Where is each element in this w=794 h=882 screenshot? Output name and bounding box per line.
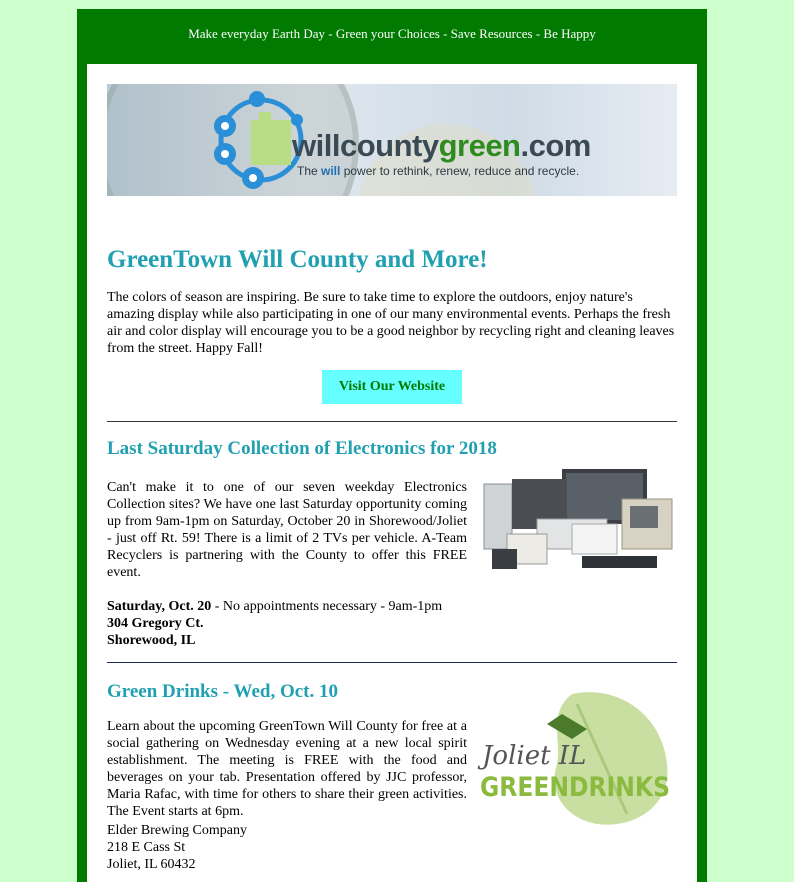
logo-county: county [339,128,439,163]
green-drinks-title: Green Drinks - Wed, Oct. 10 [107,681,338,702]
site-logo-text [292,128,591,164]
intro-body: The colors of season are inspiring. Be sure to take time to explore the outdoors, enjoy nature's amazing display while also participating in one of our many environmental events. Perhaps the fresh air and color display will encourage you to be a good neighbor by recycling right and cleaning leaves from the street. Happy Fall! [107,290,675,356]
electronics-body: Can't make it to one of our seven weekday Electronics Collection sites? We have one last Saturday opportunity coming up from 9am-1pm on Saturday, October 20 in Shorewood/Joliet - just off Rt. 59! There is a limit of 2 TVs per vehicle. A-Team Recyclers is partnering with the County to offer this FREE event. [107,480,467,580]
visit-website-button[interactable]: Visit Our Website [322,370,462,404]
banner-tagline-prefix: The [297,164,322,178]
logo-green: green [438,128,521,163]
banner-tagline-suffix: power to rethink, renew, reduce and recycle. [340,164,580,178]
green-drinks-venue: Elder Brewing Company [107,823,247,838]
willcountygreen-banner[interactable] [107,84,677,196]
logo-greendrinks-text: GREENDRINKS [480,772,670,803]
logo-joliet-text: Joliet IL [482,741,587,771]
green-drinks-city: Joliet, IL 60432 [107,857,196,872]
electronics-street: 304 Gregory Ct. [107,616,204,631]
divider [107,421,677,422]
email-frame [77,9,707,882]
green-drinks-body: Learn about the upcoming GreenTown Will County for free at a social gathering on Wednesday evening at a new local spirit establishment. The meeting is FREE with the food and beverages on your tab. Presentation offered by JJC professor, Maria Rafac, with time for others to share their green activities. The Event starts at 6pm. [107,719,467,819]
electronics-time: - No appointments necessary - 9am-1pm [211,599,443,614]
logo-will: will [292,128,340,163]
banner-tagline [297,164,579,178]
header-tagline: Make everyday Earth Day - Green your Choices - Save Resources - Be Happy [188,26,596,41]
electronics-photo [482,464,677,579]
electronics-date-line [107,598,442,615]
electronics-details [107,598,442,649]
intro-title: GreenTown Will County and More! [107,246,488,273]
divider [107,662,677,663]
content-card [87,64,697,882]
electronics-title: Last Saturday Collection of Electronics for 2018 [107,438,497,459]
electronics-city: Shorewood, IL [107,633,196,648]
green-drinks-street: 218 E Cass St [107,840,186,855]
green-drinks-address [107,822,247,873]
banner-tagline-bold: will [321,164,341,178]
green-drinks-logo [477,684,677,834]
logo-com: .com [520,128,591,163]
electronics-date: Saturday, Oct. 20 [107,599,212,614]
